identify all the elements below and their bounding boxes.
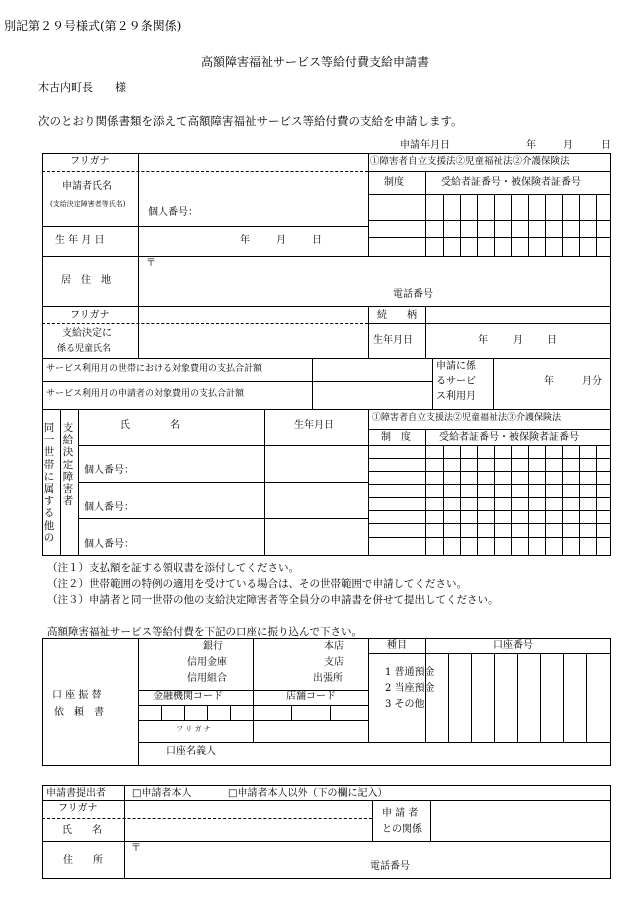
service-month-unit: 月分 bbox=[582, 376, 602, 387]
application-date-year: 年 bbox=[526, 140, 536, 151]
applicant-system-label: 制度 bbox=[384, 177, 404, 188]
addressee: 木古内町長 様 bbox=[38, 81, 126, 94]
note-3: （注３）申請者と同一世帯の他の支給決定障害者等全員分の申請書を併せて提出してください。 bbox=[47, 594, 499, 606]
household-system-header: 制 度 bbox=[381, 432, 411, 443]
applicant-furigana-label: フリガナ bbox=[70, 156, 110, 167]
submitter-phone-label: 電話番号 bbox=[370, 861, 410, 872]
household-side-label-2: 支給決定障害者 bbox=[62, 422, 74, 508]
submitter-postal-mark: 〒 bbox=[131, 843, 141, 854]
submitter-option-self[interactable]: □申請者本人 bbox=[132, 788, 192, 799]
service-month-year: 年 bbox=[544, 376, 554, 387]
household-cert-header: 受給者証番号・被保険者証番号 bbox=[439, 432, 579, 443]
service-month-label-3: ス利用月 bbox=[436, 391, 476, 402]
household-personal-number-1: 個人番号： bbox=[84, 465, 134, 476]
household-birth-header: 生年月日 bbox=[294, 420, 334, 431]
residence-postal-mark: 〒 bbox=[146, 258, 156, 269]
child-relationship-label: 続 柄 bbox=[377, 310, 417, 321]
note-1: （注１）支払額を証する領収書を添付してください。 bbox=[47, 562, 299, 574]
birth-date-month: 月 bbox=[276, 235, 286, 246]
holder-furigana-label: フ リ ガ ナ bbox=[176, 725, 211, 733]
household-personal-number-3: 個人番号： bbox=[84, 539, 134, 550]
application-date-label: 申請年月日 bbox=[400, 140, 450, 151]
holder-label: 口座名義人 bbox=[166, 746, 216, 757]
submitter-furigana-label: フリガナ bbox=[58, 803, 98, 814]
form-number: 別記第２９号様式(第２９条関係) bbox=[4, 19, 182, 33]
applicant-name-label: 申請者氏名 bbox=[62, 181, 112, 192]
branch-code-label: 店舗コード bbox=[286, 691, 336, 702]
household-personal-number-2: 個人番号： bbox=[84, 502, 134, 513]
submitter-option-other[interactable]: □申請者本人以外（下の欄に記入） bbox=[228, 788, 388, 799]
intro-text: 次のとおり関係書類を添えて高額障害福祉サービス等給付費の支給を申請します。 bbox=[38, 114, 463, 128]
account-type-2: 2 当座預金 bbox=[385, 683, 435, 694]
bank-type-bank: 銀行 bbox=[203, 641, 223, 652]
bank-label-2: 依 頼 書 bbox=[54, 707, 104, 718]
bank-intro: 高額障害福祉サービス等給付費を下記の口座に振り込んで下さい。 bbox=[47, 626, 362, 638]
child-label-2: 係る児童氏名 bbox=[57, 344, 112, 354]
submitter-label: 申請書提出者 bbox=[46, 788, 106, 799]
applicant-total-label: サービス利用月の申請者の対象費用の支払合計額 bbox=[46, 389, 245, 399]
submitter-name-label: 氏 名 bbox=[62, 825, 102, 836]
service-month-label-1: 申請に係 bbox=[436, 361, 476, 372]
child-furigana-label: フリガナ bbox=[70, 310, 110, 321]
applicant-personal-number: 個人番号： bbox=[148, 207, 198, 218]
submitter-relation-1: 申 請 者 bbox=[382, 808, 419, 819]
account-number-label: 口座番号 bbox=[493, 640, 533, 651]
birth-date-year: 年 bbox=[240, 235, 250, 246]
bank-label-1: 口 座 振 替 bbox=[52, 690, 102, 701]
residence-label: 居 住 地 bbox=[61, 275, 111, 286]
note-2: （注２）世帯範囲の特例の適用を受けている場合は、その世帯範囲で申請してください。 bbox=[47, 578, 467, 590]
account-type-label: 種目 bbox=[387, 640, 407, 651]
bank-type-kumiai: 信用組合 bbox=[187, 673, 227, 684]
household-name-header: 氏 名 bbox=[120, 420, 180, 431]
submitter-address-label: 住 所 bbox=[63, 855, 103, 866]
bank-code-label: 金融機関コード bbox=[153, 691, 223, 702]
account-type-1: 1 普通預金 bbox=[385, 667, 435, 678]
service-month-label-2: るサービ bbox=[436, 376, 476, 387]
submitter-relation-2: との関係 bbox=[382, 824, 422, 835]
page-title: 高額障害福祉サービス等給付費支給申請書 bbox=[200, 55, 429, 69]
bank-type-shinkin: 信用金庫 bbox=[187, 657, 227, 668]
branch-head-office: 本店 bbox=[324, 641, 344, 652]
application-date-month: 月 bbox=[563, 140, 573, 151]
child-birth-label: 生年月日 bbox=[373, 335, 413, 346]
applicant-law-header: ①障害者自立支援法②児童福祉法②介護保険法 bbox=[370, 156, 570, 167]
branch-sub-office: 出張所 bbox=[313, 673, 343, 684]
account-type-3: 3 その他 bbox=[385, 699, 425, 710]
residence-phone-label: 電話番号 bbox=[393, 289, 433, 300]
birth-date-label: 生 年 月 日 bbox=[55, 235, 105, 246]
child-birth-day: 日 bbox=[547, 335, 557, 346]
applicant-cert-header: 受給者証番号・被保険者証番号 bbox=[441, 177, 581, 188]
branch-branch: 支店 bbox=[324, 657, 344, 668]
applicant-name-sub: (支給決定障害者等氏名) bbox=[50, 200, 126, 208]
birth-date-day: 日 bbox=[312, 235, 322, 246]
household-side-label: 同一世帯に属する他の bbox=[43, 422, 55, 544]
household-law-header: ①障害者自立支援法②児童福祉法③介護保険法 bbox=[372, 413, 562, 423]
child-birth-year: 年 bbox=[478, 335, 488, 346]
application-date-day: 日 bbox=[601, 140, 611, 151]
household-total-label: サービス利用月の世帯における対象費用の支払合計額 bbox=[46, 364, 263, 374]
child-label-1: 支給決定に bbox=[62, 328, 112, 339]
child-birth-month: 月 bbox=[513, 335, 523, 346]
